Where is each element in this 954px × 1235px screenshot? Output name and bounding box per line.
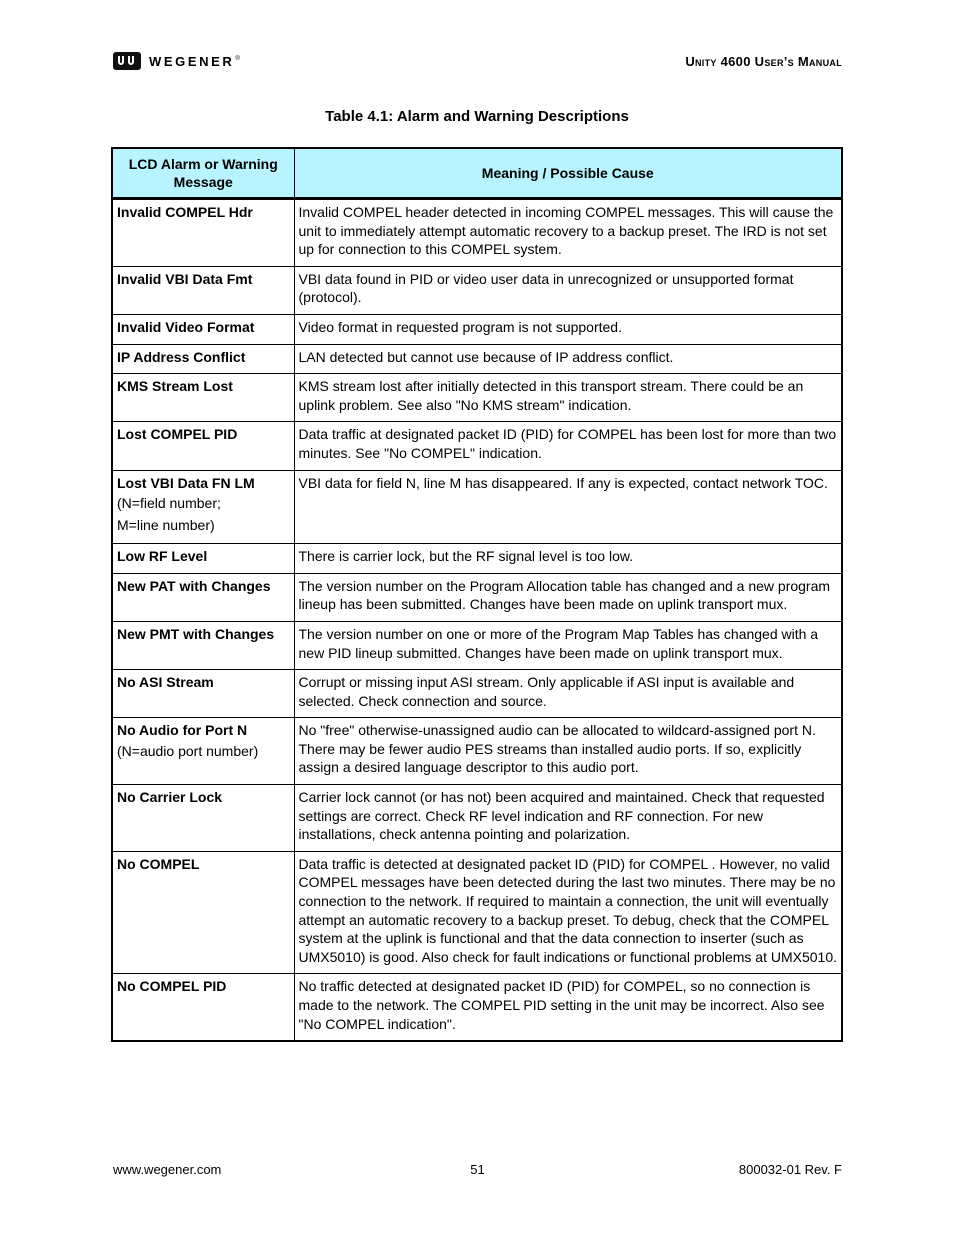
wegener-logo xyxy=(113,52,240,70)
table-row xyxy=(112,344,842,374)
alarm-meaning-cell: Carrier lock cannot (or has not) been acquired and maintained. Check that requested settings are correct. Check RF level indication and RF connection. For new installations, check antenna pointing and polarization. xyxy=(294,785,842,852)
alarm-meaning-cell: Video format in requested program is not supported. xyxy=(294,314,842,344)
table-row xyxy=(112,266,842,314)
alarm-meaning-cell: There is carrier lock, but the RF signal level is too low. xyxy=(294,544,842,574)
alarm-message-cell xyxy=(112,470,294,544)
alarm-message-cell xyxy=(112,314,294,344)
alarm-message-cell xyxy=(112,374,294,422)
alarm-message: No ASI Stream xyxy=(117,674,214,691)
alarm-message-note: (N=audio port number) xyxy=(117,742,259,759)
alarm-message: Lost COMPEL PID xyxy=(117,426,238,443)
alarm-message-cell xyxy=(112,573,294,621)
alarm-message-cell xyxy=(112,621,294,669)
alarm-message: Invalid VBI Data Fmt xyxy=(117,270,253,287)
alarm-message: Invalid COMPEL Hdr xyxy=(117,204,253,220)
alarm-message-cell xyxy=(112,785,294,852)
footer-doc-number: 800032-01 Rev. F xyxy=(738,1162,842,1177)
alarm-message-cell xyxy=(112,851,294,974)
alarm-table xyxy=(111,147,843,1042)
table-row xyxy=(112,422,842,470)
alarm-message-cell xyxy=(112,974,294,1041)
table-row xyxy=(112,718,842,785)
alarm-message: IP Address Conflict xyxy=(117,348,246,365)
alarm-meaning-cell: Data traffic is detected at designated packet ID (PID) for COMPEL . However, no valid COMPEL messages have been detected during the last two minutes. There may be no connection to the network. If required to maintain a connection, the unit will eventually attempt an automatic recovery to a backup preset. To debug, check that the COMPEL system at the uplink is functional and that the data connection to inserter (such as UMX5010) is good. Also check for fault indications or functional problems at UMX5010. xyxy=(294,851,842,974)
alarm-message-cell xyxy=(112,344,294,374)
manual-title: Unity 4600 User’s Manual xyxy=(685,54,842,69)
column-header-message: LCD Alarm or Warning Message xyxy=(112,148,294,199)
alarm-message: No COMPEL xyxy=(117,855,200,872)
alarm-meaning-cell: Corrupt or missing input ASI stream. Only applicable if ASI input is available and selected. Check connection and source. xyxy=(294,670,842,718)
alarm-message: KMS Stream Lost xyxy=(117,378,233,395)
table-row xyxy=(112,199,842,267)
alarm-message: No COMPEL PID xyxy=(117,978,227,995)
alarm-message-cell xyxy=(112,266,294,314)
alarm-meaning-cell: KMS stream lost after initially detected in this transport stream. There could be an uplink problem. See also "No KMS stream" indication. xyxy=(294,374,842,422)
alarm-meaning-cell: VBI data for field N, line M has disappeared. If any is expected, contact network TOC. xyxy=(294,470,842,544)
logo-text: WEGENER® xyxy=(149,53,240,69)
alarm-message: No Audio for Port N xyxy=(117,722,248,739)
alarm-message-cell xyxy=(112,670,294,718)
table-row xyxy=(112,573,842,621)
table-header-row xyxy=(112,148,842,199)
table-row xyxy=(112,974,842,1041)
table-row xyxy=(112,544,842,574)
alarm-meaning-cell: No traffic detected at designated packet ID (PID) for COMPEL, so no connection is made to the network. The COMPEL PID setting in the unit may be incorrect. Also see "No COMPEL indication". xyxy=(294,974,842,1041)
table-row xyxy=(112,785,842,852)
table-row xyxy=(112,670,842,718)
alarm-meaning-cell: Invalid COMPEL header detected in incoming COMPEL messages. This will cause the unit to immediately attempt automatic recovery to a backup preset. The IRD is not set up for connection to this COMPEL system. xyxy=(294,199,842,267)
alarm-message-cell xyxy=(112,199,294,267)
table-row xyxy=(112,314,842,344)
table-row xyxy=(112,851,842,974)
alarm-meaning-cell: LAN detected but cannot use because of IP address conflict. xyxy=(294,344,842,374)
alarm-message: No Carrier Lock xyxy=(117,789,223,806)
alarm-message-cell xyxy=(112,544,294,574)
page-header xyxy=(113,52,842,74)
footer-website: www.wegener.com xyxy=(113,1162,222,1177)
wegener-logo-mark-icon xyxy=(113,52,141,70)
alarm-message-cell xyxy=(112,422,294,470)
alarm-meaning-cell: The version number on the Program Allocation table has changed and a new program lineup has been submitted. Changes have been made on uplink transport mux. xyxy=(294,573,842,621)
alarm-meaning-cell: Data traffic at designated packet ID (PID) for COMPEL has been lost for more than two minutes. See "No COMPEL" indication. xyxy=(294,422,842,470)
table-caption: Table 4.1: Alarm and Warning Descriptions xyxy=(325,108,629,125)
alarm-message: Invalid Video Format xyxy=(117,318,255,335)
table-row xyxy=(112,374,842,422)
alarm-meaning-cell: The version number on one or more of the Program Map Tables has changed with a new PID lineup submitted. Changes have been made on uplink transport mux. xyxy=(294,621,842,669)
alarm-message-note: (N=field number; M=line number) xyxy=(117,495,221,534)
page-footer xyxy=(113,1162,842,1180)
table-row xyxy=(112,470,842,544)
alarm-message-cell xyxy=(112,718,294,785)
column-header-meaning: Meaning / Possible Cause xyxy=(294,148,842,199)
alarm-meaning-cell: VBI data found in PID or video user data in unrecognized or unsupported format (protocol). xyxy=(294,266,842,314)
alarm-message: New PAT with Changes xyxy=(117,577,271,594)
alarm-meaning-cell: No "free" otherwise-unassigned audio can be allocated to wildcard-assigned port N. There may be fewer audio PES streams than installed audio ports. If so, explicitly assign a desired language descriptor to this audio port. xyxy=(294,718,842,785)
table-row xyxy=(112,621,842,669)
alarm-message: Low RF Level xyxy=(117,548,208,565)
footer-page-number: 51 xyxy=(470,1162,485,1177)
alarm-message: New PMT with Changes xyxy=(117,625,275,642)
alarm-message: Lost VBI Data FN LM xyxy=(117,474,255,491)
